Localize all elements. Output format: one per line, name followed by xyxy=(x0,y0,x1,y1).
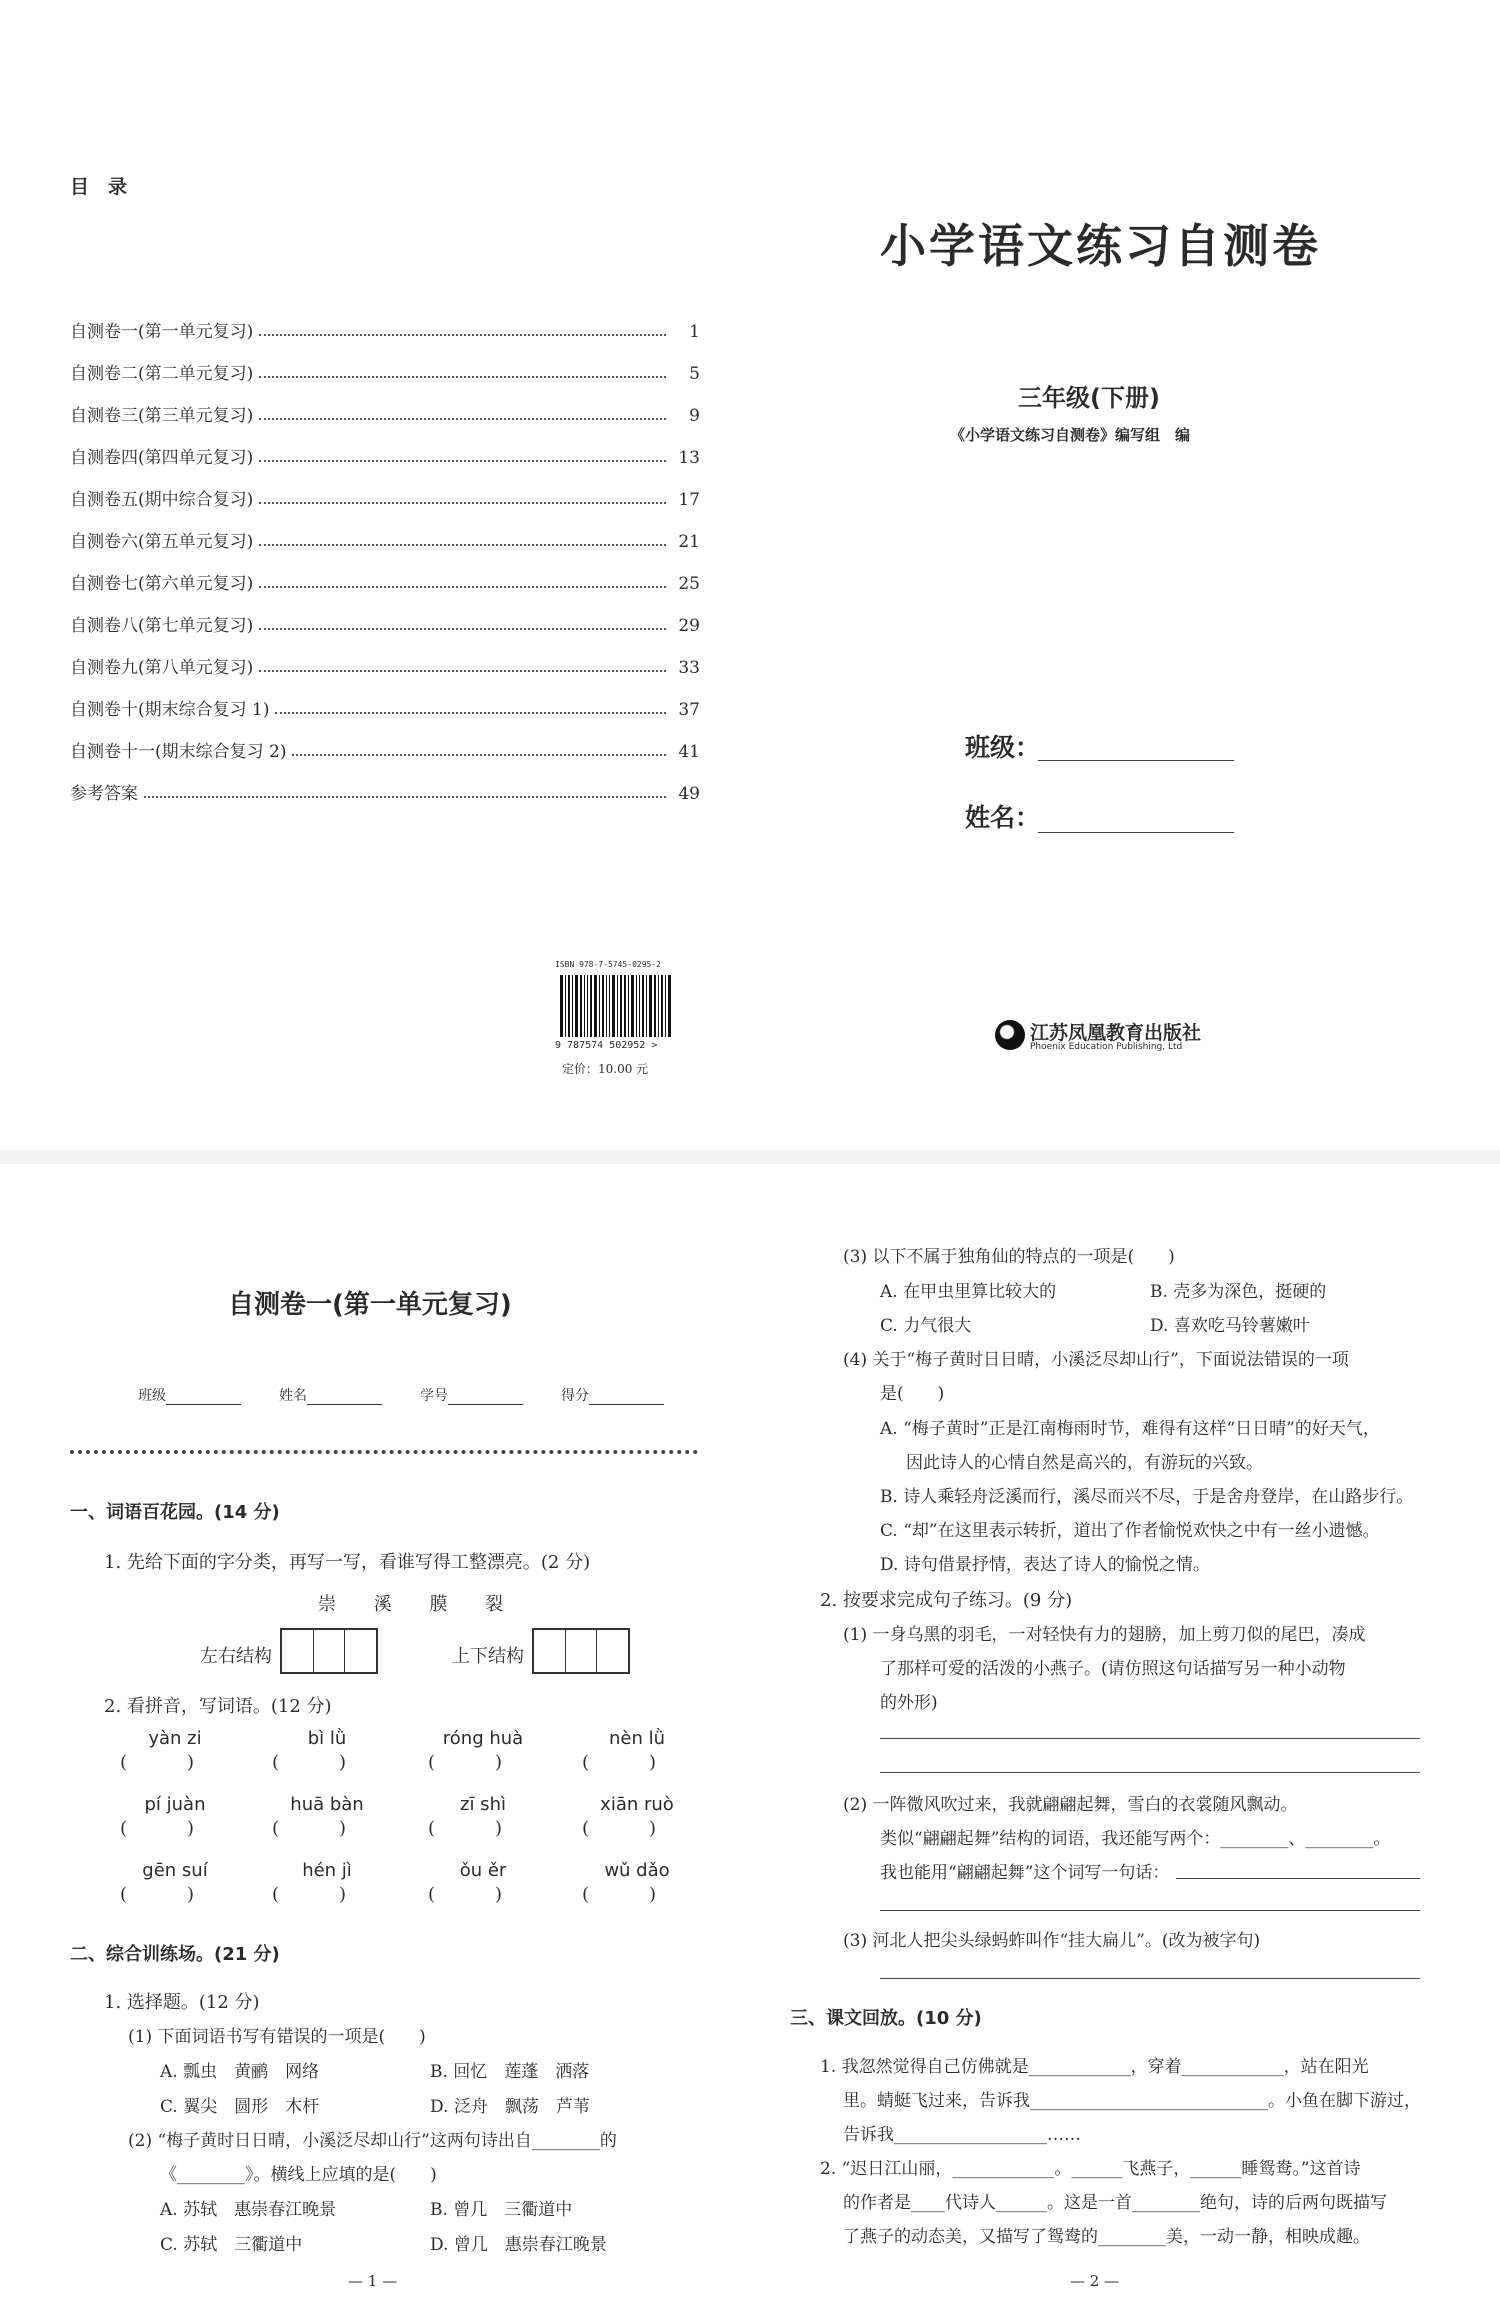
dotted-divider xyxy=(70,1450,698,1454)
answer-line[interactable] xyxy=(880,1910,1420,1911)
info-score-label: 得分 xyxy=(561,1388,589,1404)
answer-line[interactable] xyxy=(1176,1878,1420,1879)
q4-question-cont: 是( ) xyxy=(880,1384,945,1404)
barcode-bar xyxy=(617,975,618,1037)
toc-leader-dots xyxy=(275,712,666,714)
q2-text: 2. 看拼音，写词语。(12 分) xyxy=(104,1696,332,1717)
pinyin-text: huā bàn xyxy=(290,1794,364,1815)
barcode-bar xyxy=(560,975,563,1037)
answer-parentheses[interactable]: () xyxy=(582,1818,717,1839)
toc-leader-dots xyxy=(259,544,666,546)
toc-item-label: 自测卷十一(期末综合复习 2) xyxy=(70,742,287,762)
barcode-bar xyxy=(575,975,578,1037)
section3-heading: 三、课文回放。(10 分) xyxy=(790,2008,982,2029)
r2-line3: 了燕子的动态美，又描写了鸳鸯的________美，一动一静，相映成趣。 xyxy=(843,2227,1370,2247)
answer-parentheses[interactable]: () xyxy=(120,1752,255,1773)
barcode-bar xyxy=(654,975,656,1037)
cover-editor: 《小学语文练习自测卷》编写组 编 xyxy=(950,426,1191,444)
barcode-bar xyxy=(665,975,666,1037)
page-number-2: — 2 — xyxy=(1070,2272,1120,2290)
r2-line2: 的作者是____代诗人______。这是一首________绝句，诗的后两句既描写 xyxy=(843,2193,1387,2213)
info-id-label: 学号 xyxy=(420,1388,448,1404)
barcode xyxy=(560,975,673,1037)
q1-chars: 崇 溪 膜 裂 xyxy=(318,1594,508,1615)
toc-title: 目 录 xyxy=(70,176,128,198)
q3-option-b[interactable]: B. 壳多为深色，挺硬的 xyxy=(1150,1282,1327,1302)
name-field[interactable] xyxy=(1038,832,1234,833)
isbn-top: ISBN 978-7-5745-0295-2 xyxy=(555,960,661,969)
toc-item-page: 25 xyxy=(678,574,700,594)
publisher-name: 江苏凤凰教育出版社 xyxy=(1030,1022,1202,1044)
s2a-line1: (1) 一身乌黑的羽毛，一对轻快有力的翅膀，加上剪刀似的尾巴，凑成 xyxy=(843,1625,1366,1645)
toc-item-label: 自测卷六(第五单元复习) xyxy=(70,532,254,552)
toc-item[interactable] xyxy=(70,312,700,342)
toc-item[interactable] xyxy=(70,438,700,468)
toc-item-label: 自测卷十(期末综合复习 1) xyxy=(70,700,270,720)
page-number-1: — 1 — xyxy=(348,2272,398,2290)
answer-parentheses[interactable]: () xyxy=(582,1752,717,1773)
cover-grade: 三年级(下册) xyxy=(1018,384,1160,412)
toc-item[interactable] xyxy=(70,606,700,636)
toc-leader-dots xyxy=(259,628,666,630)
sentence-heading: 2. 按要求完成句子练习。(9 分) xyxy=(820,1590,1073,1611)
s2c-question: (3) 河北人把尖头绿蚂蚱叫作“挂大扁儿”。(改为被字句) xyxy=(843,1931,1261,1951)
info-id-field[interactable] xyxy=(448,1385,523,1405)
toc-leader-dots xyxy=(292,754,666,756)
q3-option-c[interactable]: C. 力气很大 xyxy=(880,1316,972,1336)
q3-question: (3) 以下不属于独角仙的特点的一项是( ) xyxy=(843,1247,1175,1267)
barcode-bar xyxy=(594,975,597,1037)
mc2-question-cont: 《________》。横线上应填的是( ) xyxy=(160,2165,437,2185)
barcode-bar xyxy=(646,975,647,1037)
q3-option-d[interactable]: D. 喜欢吃马铃薯嫩叶 xyxy=(1150,1316,1310,1336)
mc1-option-a[interactable]: A. 瓢虫 黄鹂 网络 xyxy=(160,2062,320,2082)
barcode-bar xyxy=(587,975,588,1037)
pinyin-text: xiān ruò xyxy=(600,1794,674,1815)
mc-heading: 1. 选择题。(12 分) xyxy=(104,1992,260,2013)
toc-item-page: 1 xyxy=(689,322,700,342)
pinyin-text: bì lǜ xyxy=(307,1728,347,1749)
pinyin-text: pí juàn xyxy=(144,1794,206,1815)
section2-heading: 二、综合训练场。(21 分) xyxy=(70,1944,280,1965)
toc-leader-dots xyxy=(259,460,666,462)
toc-leader-dots xyxy=(259,334,666,336)
barcode-bar xyxy=(639,975,640,1037)
barcode-bar xyxy=(590,975,592,1037)
toc-leader-dots xyxy=(144,796,666,798)
r1-line3: 告诉我__________________…… xyxy=(843,2125,1081,2145)
toc-item-page: 33 xyxy=(678,658,700,678)
barcode-bar xyxy=(620,975,622,1037)
barcode-bar xyxy=(572,975,573,1037)
r2-line1: 2. “迟日江山丽，____________。______飞燕子，______睡鸳鸯。”这首诗 xyxy=(820,2159,1361,2179)
mc1-question: (1) 下面词语书写有错误的一项是( ) xyxy=(128,2027,426,2047)
info-class-field[interactable] xyxy=(166,1385,241,1405)
pinyin-text: gēn suí xyxy=(142,1860,208,1881)
barcode-bar xyxy=(565,975,566,1037)
toc-item-page: 49 xyxy=(678,784,700,804)
publisher-logo-icon xyxy=(995,1020,1025,1050)
answer-parentheses[interactable]: () xyxy=(120,1884,255,1905)
section1-heading: 一、词语百花园。(14 分) xyxy=(70,1502,280,1523)
mc2-option-c[interactable]: C. 苏轼 三衢道中 xyxy=(160,2235,303,2255)
q1-text: 1. 先给下面的字分类，再写一写，看谁写得工整漂亮。(2 分) xyxy=(104,1552,591,1573)
toc-item[interactable] xyxy=(70,396,700,426)
toc-item-page: 41 xyxy=(678,742,700,762)
toc-leader-dots xyxy=(259,502,666,504)
mc2-option-b[interactable]: B. 曾几 三衢道中 xyxy=(430,2200,573,2220)
answer-parentheses[interactable]: () xyxy=(272,1884,407,1905)
pinyin-text: yàn zi xyxy=(148,1728,202,1749)
toc-item-label: 自测卷五(期中综合复习) xyxy=(70,490,254,510)
toc-leader-dots xyxy=(259,586,666,588)
left-structure-grid[interactable] xyxy=(280,1628,378,1674)
s2b-line1: (2) 一阵微风吹过来，我就翩翩起舞，雪白的衣裳随风飘动。 xyxy=(843,1795,1298,1815)
info-name-field[interactable] xyxy=(307,1385,382,1405)
barcode-bar xyxy=(609,975,610,1037)
barcode-bar xyxy=(631,975,634,1037)
toc-item-label: 自测卷一(第一单元复习) xyxy=(70,322,254,342)
info-score-field[interactable] xyxy=(589,1385,664,1405)
barcode-bar xyxy=(668,975,671,1037)
r1-line2: 里。蜻蜓飞过来，告诉我____________________________。小鱼在脚下游过， xyxy=(843,2091,1421,2111)
barcode-bar xyxy=(649,975,652,1037)
price: 定价：10.00 元 xyxy=(562,1062,649,1076)
q4-option-b[interactable]: B. 诗人乘轻舟泛溪而行，溪尽而兴不尽，于是舍舟登岸，在山路步行。 xyxy=(880,1487,1414,1507)
s2b-line2: 类似“翩翩起舞”结构的词语，我还能写两个：________、________。 xyxy=(880,1829,1391,1849)
pinyin-text: nèn lǜ xyxy=(608,1728,666,1749)
answer-line[interactable] xyxy=(880,1738,1420,1739)
top-structure-label: 上下结构 xyxy=(452,1646,524,1667)
pinyin-text: hén jì xyxy=(302,1860,352,1881)
toc-item-page: 37 xyxy=(678,700,700,720)
left-structure-label: 左右结构 xyxy=(200,1646,272,1667)
toc-item-page: 29 xyxy=(678,616,700,636)
mc2-option-d[interactable]: D. 曾几 惠崇春江晚景 xyxy=(430,2235,607,2255)
toc-item-page: 13 xyxy=(678,448,700,468)
barcode-bar xyxy=(628,975,629,1037)
s2a-line3: 的外形) xyxy=(880,1693,938,1713)
toc-item[interactable] xyxy=(70,732,700,762)
toc-leader-dots xyxy=(259,376,666,378)
pinyin-text: róng huà xyxy=(442,1728,524,1749)
toc-item-page: 17 xyxy=(678,490,700,510)
answer-parentheses[interactable]: () xyxy=(272,1818,407,1839)
mc1-option-d[interactable]: D. 泛舟 飘荡 芦苇 xyxy=(430,2097,590,2117)
toc-item-page: 21 xyxy=(678,532,700,552)
answer-parentheses[interactable]: () xyxy=(428,1884,563,1905)
barcode-bar xyxy=(602,975,604,1037)
barcode-bar xyxy=(642,975,644,1037)
barcode-bar xyxy=(612,975,615,1037)
q4-option-d[interactable]: D. 诗句借景抒情，表达了诗人的愉悦之情。 xyxy=(880,1555,1210,1575)
toc-item-page: 5 xyxy=(689,364,700,384)
pinyin-text: ǒu ěr xyxy=(459,1860,507,1881)
answer-line[interactable] xyxy=(880,1978,1420,1979)
student-info xyxy=(138,1385,664,1405)
mc1-option-b[interactable]: B. 回忆 莲蓬 洒落 xyxy=(430,2062,590,2082)
cover-title: 小学语文练习自测卷 xyxy=(880,219,1321,273)
test1-title: 自测卷一(第一单元复习) xyxy=(228,1290,512,1320)
spread-divider xyxy=(0,1150,1500,1164)
toc-item-label: 自测卷三(第三单元复习) xyxy=(70,406,254,426)
toc-item-label: 自测卷二(第二单元复习) xyxy=(70,364,254,384)
pinyin-text: wǔ dǎo xyxy=(604,1860,670,1881)
q4-option-a-cont: 因此诗人的心情自然是高兴的，有游玩的兴致。 xyxy=(906,1453,1263,1473)
toc-item-label: 自测卷八(第七单元复习) xyxy=(70,616,254,636)
q4-option-c[interactable]: C. “却”在这里表示转折，道出了作者愉悦欢快之中有一丝小遗憾。 xyxy=(880,1521,1380,1541)
toc-item-label: 自测卷四(第四单元复习) xyxy=(70,448,254,468)
r1-line1: 1. 我忽然觉得自己仿佛就是____________，穿着____________，站在阳光 xyxy=(820,2057,1369,2077)
barcode-bar xyxy=(661,975,663,1037)
toc-item-label: 自测卷七(第六单元复习) xyxy=(70,574,254,594)
publisher-english: Phoenix Education Publishing, Ltd xyxy=(1030,1042,1183,1052)
toc-leader-dots xyxy=(259,670,666,672)
answer-parentheses[interactable]: () xyxy=(272,1752,407,1773)
toc-item[interactable] xyxy=(70,690,700,720)
toc-item-page: 9 xyxy=(689,406,700,426)
answer-parentheses[interactable]: () xyxy=(428,1818,563,1839)
barcode-bar xyxy=(658,975,659,1037)
pinyin-text: zī shì xyxy=(460,1794,506,1815)
isbn-number: 9 787574 502952 > xyxy=(555,1040,658,1051)
info-name-label: 姓名 xyxy=(279,1388,307,1404)
answer-parentheses[interactable]: () xyxy=(428,1752,563,1773)
mc1-option-c[interactable]: C. 翼尖 圆形 木杆 xyxy=(160,2097,320,2117)
answer-parentheses[interactable]: () xyxy=(120,1818,255,1839)
barcode-bar xyxy=(580,975,582,1037)
class-label: 班级： xyxy=(965,733,1041,762)
toc-item[interactable] xyxy=(70,564,700,594)
q3-option-a[interactable]: A. 在甲虫里算比较大的 xyxy=(880,1282,1057,1302)
barcode-bar xyxy=(599,975,600,1037)
barcode-bar xyxy=(568,975,570,1037)
q4-question: (4) 关于“梅子黄时日日晴，小溪泛尽却山行”，下面说法错误的一项 xyxy=(843,1350,1349,1370)
toc-item[interactable] xyxy=(70,648,700,678)
info-class-label: 班级 xyxy=(138,1388,166,1404)
barcode-bar xyxy=(636,975,637,1037)
name-label: 姓名： xyxy=(965,803,1041,832)
barcode-bar xyxy=(606,975,607,1037)
class-field[interactable] xyxy=(1038,760,1234,761)
barcode-bar xyxy=(624,975,626,1037)
toc-item-label: 自测卷九(第八单元复习) xyxy=(70,658,254,678)
toc-leader-dots xyxy=(259,418,666,420)
barcode-bar xyxy=(584,975,585,1037)
mc2-question: (2) “梅子黄时日日晴，小溪泛尽却山行”这两句诗出自________的 xyxy=(128,2131,617,2151)
toc-item[interactable] xyxy=(70,480,700,510)
q4-option-a[interactable]: A. “梅子黄时”正是江南梅雨时节，难得有这样“日日晴”的好天气， xyxy=(880,1419,1380,1439)
top-structure-grid[interactable] xyxy=(532,1628,630,1674)
s2a-line2: 了那样可爱的活泼的小燕子。(请仿照这句话描写另一种小动物 xyxy=(880,1659,1346,1679)
toc-item[interactable] xyxy=(70,774,700,804)
mc2-option-a[interactable]: A. 苏轼 惠崇春江晚景 xyxy=(160,2200,337,2220)
toc-item-label: 参考答案 xyxy=(70,784,138,804)
answer-line[interactable] xyxy=(880,1772,1420,1773)
s2b-line3: 我也能用“翩翩起舞”这个词写一句话： xyxy=(880,1863,1170,1883)
answer-parentheses[interactable]: () xyxy=(582,1884,717,1905)
toc-item[interactable] xyxy=(70,522,700,552)
toc-item[interactable] xyxy=(70,354,700,384)
